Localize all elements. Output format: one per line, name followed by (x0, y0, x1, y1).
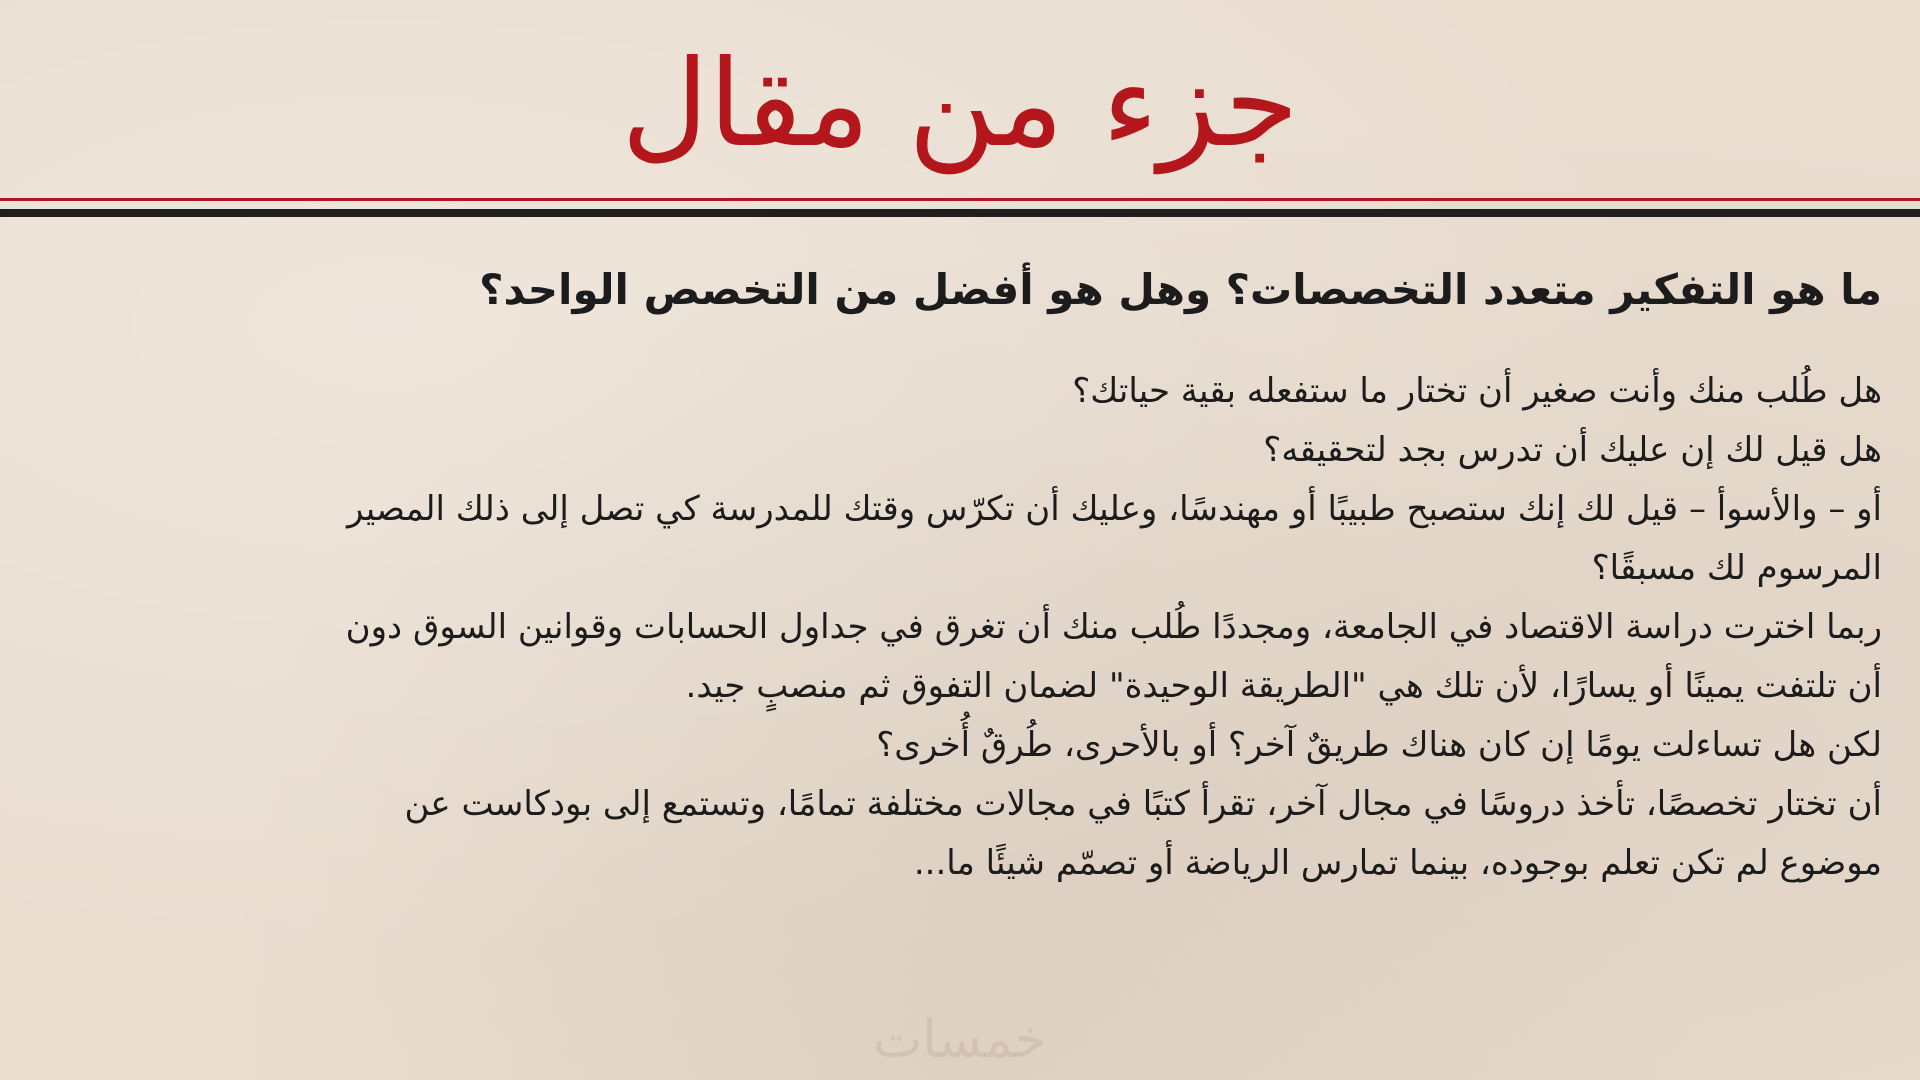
red-divider (0, 198, 1920, 201)
body-line: أو – والأسوأ – قيل لك إنك ستصبح طبيبًا أو مهندسًا، وعليك أن تكرّس وقتك للمدرسة كي تصل إلى ذلك المصير (346, 489, 1882, 529)
body-line: أن تختار تخصصًا، تأخذ دروسًا في مجال آخر، تقرأ كتبًا في مجالات مختلفة تمامًا، وتستمع إلى بودكاست عن (404, 784, 1882, 824)
body-line: ربما اخترت دراسة الاقتصاد في الجامعة، ومجددًا طُلب منك أن تغرق في جداول الحسابات وقوانين السوق دون (345, 607, 1882, 647)
body-line: موضوع لم تكن تعلم بوجوده، بينما تمارس الرياضة أو تصمّم شيئًا ما... (913, 843, 1882, 883)
body-line: أن تلتفت يمينًا أو يسارًا، لأن تلك هي "الطريقة الوحيدة" لضمان التفوق ثم منصبٍ جيد. (685, 666, 1882, 706)
watermark-logo: خمسات (873, 1010, 1047, 1070)
article-body (82, 362, 1882, 893)
page-title: جزء من مقال (621, 35, 1299, 174)
article-heading: ما هو التفكير متعدد التخصصات؟ وهل هو أفضل من التخصص الواحد؟ (479, 265, 1882, 314)
body-line: هل طُلب منك وأنت صغير أن تختار ما ستفعله بقية حياتك؟ (1072, 371, 1882, 411)
black-divider (0, 209, 1920, 217)
body-line: هل قيل لك إن عليك أن تدرس بجد لتحقيقه؟ (1263, 430, 1882, 470)
body-line: لكن هل تساءلت يومًا إن كان هناك طريقٌ آخر؟ أو بالأحرى، طُرقٌ أُخرى؟ (876, 725, 1882, 765)
body-line: المرسوم لك مسبقًا؟ (1591, 548, 1882, 588)
